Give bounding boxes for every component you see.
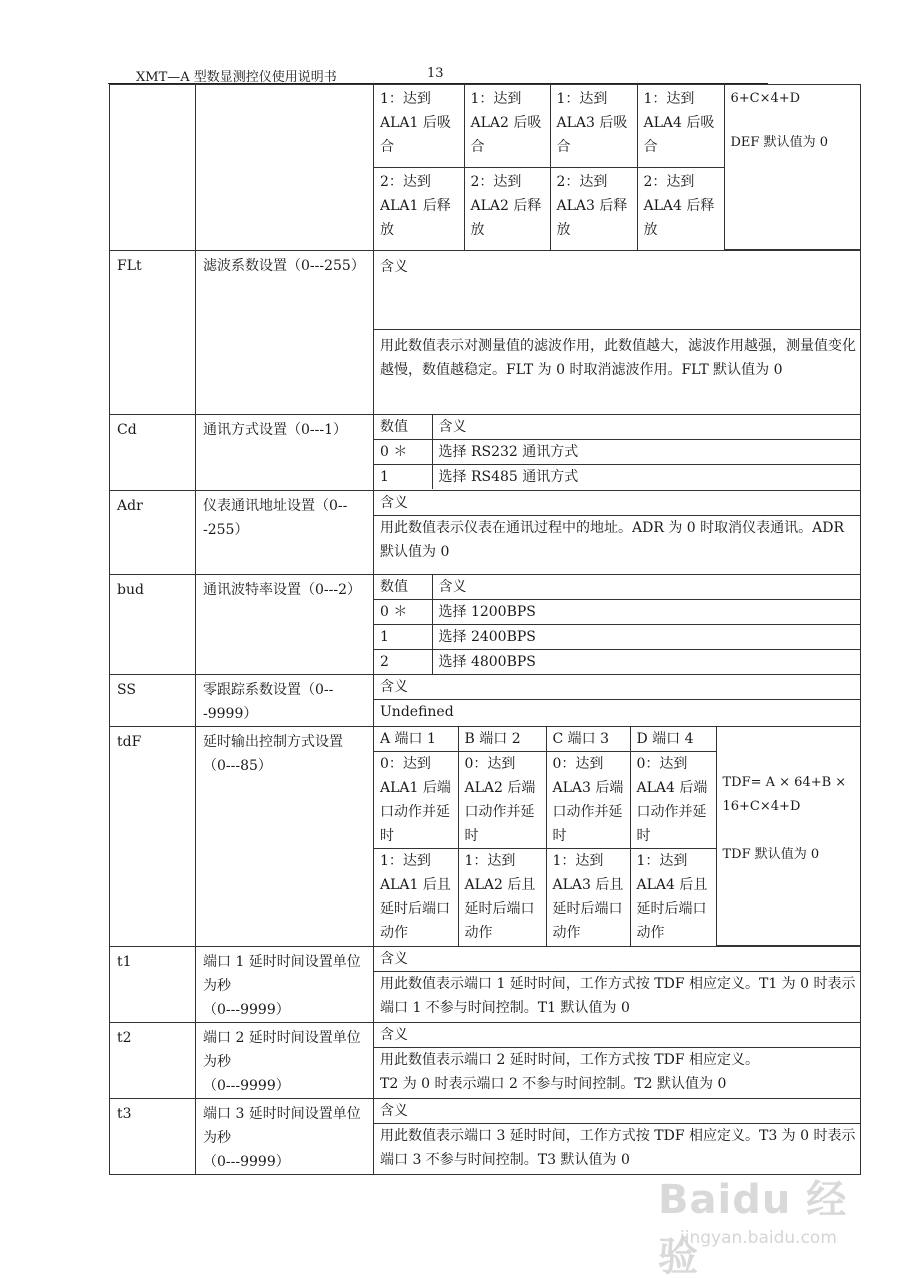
meaning-label: 含义 (374, 947, 860, 972)
table-row (110, 727, 861, 947)
page-number: 13 (427, 66, 444, 81)
meaning-label: 含义 (374, 1099, 860, 1124)
port-header: A 端口 1 (374, 727, 458, 752)
watermark-url: jingyan.baidu.com (680, 1228, 837, 1248)
meaning-cell: 选择 RS232 通讯方式 (432, 440, 860, 465)
table-row (110, 675, 861, 727)
def-formula-cell (724, 85, 860, 250)
value-table (374, 575, 860, 674)
table-row (110, 251, 861, 415)
meaning-label: 含义 (374, 1023, 860, 1048)
meaning-text: 用此数值表示端口 2 延时时间，工作方式按 TDF 相应定义。 T2 为 0 时表示端口 2 不参与时间控制。T2 默认值为 0 (374, 1048, 860, 1097)
param-code: FLt (110, 251, 196, 415)
param-desc: 延时输出控制方式设置（0---85） (196, 727, 374, 947)
col-header-meaning: 含义 (432, 575, 860, 600)
meaning-text: 用此数值表示端口 3 延时时间，工作方式按 TDF 相应定义。T3 为 0 时表示端口 3 不参与时间控制。T3 默认值为 0 (374, 1124, 860, 1173)
tdf-option-cell: 1：达到 ALA1 后且延时后端口动作 (374, 849, 458, 946)
def-option-cell: 1：达到 ALA1 后吸合 (374, 85, 464, 167)
tdf-options-table (374, 727, 860, 946)
col-header-meaning: 含义 (432, 415, 860, 440)
port-header: D 端口 4 (630, 727, 716, 752)
param-desc: 端口 1 延时时间设置单位为秒 (203, 954, 361, 994)
port-header: B 端口 2 (458, 727, 546, 752)
meaning-cell: 选择 4800BPS (432, 650, 860, 675)
param-desc: 端口 3 延时时间设置单位为秒 (203, 1106, 361, 1146)
tdf-option-cell: 1：达到 ALA4 后且延时后端口动作 (630, 849, 716, 946)
value-cell: 0 ＊ (374, 600, 432, 625)
def-option-cell: 1：达到 ALA4 后吸合 (637, 85, 724, 167)
table-row (110, 947, 861, 1023)
table-row (110, 575, 861, 675)
param-range: （0---9999） (203, 1002, 290, 1018)
def-option-cell: 1：达到 ALA2 后吸合 (464, 85, 550, 167)
value-cell: 1 (374, 625, 432, 650)
tdf-option-cell: 1：达到 ALA3 后且延时后端口动作 (546, 849, 630, 946)
meaning-cell: 选择 RS485 通讯方式 (432, 465, 860, 490)
baidu-logo: Baidu 经验 (658, 1177, 848, 1280)
param-code: bud (110, 575, 196, 675)
meaning-text: 用此数值表示仪表在通讯过程中的地址。ADR 为 0 时取消仪表通讯。ADR 默认值为 0 (374, 516, 860, 565)
value-cell: 0 ＊ (374, 440, 432, 465)
tdf-option-cell: 1：达到 ALA2 后且延时后端口动作 (458, 849, 546, 946)
page-header (136, 64, 776, 84)
table-row (110, 1023, 861, 1099)
param-desc: 端口 2 延时时间设置单位为秒 (203, 1030, 361, 1070)
param-code: t3 (110, 1099, 196, 1175)
def-options-table (374, 85, 860, 250)
param-code: t2 (110, 1023, 196, 1099)
param-desc: 仪表通讯地址设置（0---255） (196, 491, 374, 575)
param-code: SS (110, 675, 196, 727)
tdf-formula-cell (716, 727, 860, 946)
watermark (640, 1150, 880, 1280)
param-desc: 通讯方式设置（0---1） (196, 415, 374, 491)
def-formula: 6+C×4+D (730, 91, 801, 106)
tdf-option-cell: 0：达到 ALA2 后端口动作并延时 (458, 752, 546, 849)
col-header-value: 数值 (374, 575, 432, 600)
meaning-label: 含义 (374, 491, 860, 516)
meaning-text: 用此数值表示对测量值的滤波作用，此数值越大，滤波作用越强，测量值变化越慢，数值越稳定。FLT 为 0 时取消滤波作用。FLT 默认值为 0 (374, 329, 860, 414)
param-desc: 通讯波特率设置（0---2） (196, 575, 374, 675)
param-code: Adr (110, 491, 196, 575)
port-header: C 端口 3 (546, 727, 630, 752)
def-option-cell: 2：达到 ALA4 后释放 (637, 167, 724, 250)
def-option-cell: 2：达到 ALA1 后释放 (374, 167, 464, 250)
table-row (110, 85, 861, 251)
param-range: （0---9999） (203, 1078, 290, 1094)
tdf-option-cell: 0：达到 ALA1 后端口动作并延时 (374, 752, 458, 849)
value-cell: 1 (374, 465, 432, 490)
meaning-label: 含义 (374, 251, 860, 329)
tdf-option-cell: 0：达到 ALA3 后端口动作并延时 (546, 752, 630, 849)
document-title: XMT—A 型数显测控仪使用说明书 (136, 70, 337, 85)
param-desc: 零跟踪系数设置（0---9999） (196, 675, 374, 727)
meaning-text: Undefined (374, 700, 860, 725)
def-option-cell: 2：达到 ALA3 后释放 (550, 167, 637, 250)
param-range: （0---9999） (203, 1154, 290, 1170)
meaning-cell: 选择 1200BPS (432, 600, 860, 625)
meaning-cell: 选择 2400BPS (432, 625, 860, 650)
param-code: Cd (110, 415, 196, 491)
tdf-formula: TDF= A × 64+B × 16+C×4+D (722, 775, 847, 814)
def-option-cell: 1：达到 ALA3 后吸合 (550, 85, 637, 167)
meaning-label: 含义 (374, 675, 860, 700)
param-desc: 滤波系数设置（0---255） (196, 251, 374, 415)
parameter-table (109, 84, 861, 1175)
def-option-cell: 2：达到 ALA2 后释放 (464, 167, 550, 250)
value-cell: 2 (374, 650, 432, 675)
value-table (374, 415, 860, 489)
tdf-default: TDF 默认值为 0 (722, 847, 820, 862)
def-default: DEF 默认值为 0 (730, 135, 828, 150)
param-code: t1 (110, 947, 196, 1023)
param-code: tdF (110, 727, 196, 947)
meaning-text: 用此数值表示端口 1 延时时间，工作方式按 TDF 相应定义。T1 为 0 时表示端口 1 不参与时间控制。T1 默认值为 0 (374, 972, 860, 1021)
tdf-option-cell: 0：达到 ALA4 后端口动作并延时 (630, 752, 716, 849)
col-header-value: 数值 (374, 415, 432, 440)
table-row (110, 491, 861, 575)
table-row (110, 415, 861, 491)
